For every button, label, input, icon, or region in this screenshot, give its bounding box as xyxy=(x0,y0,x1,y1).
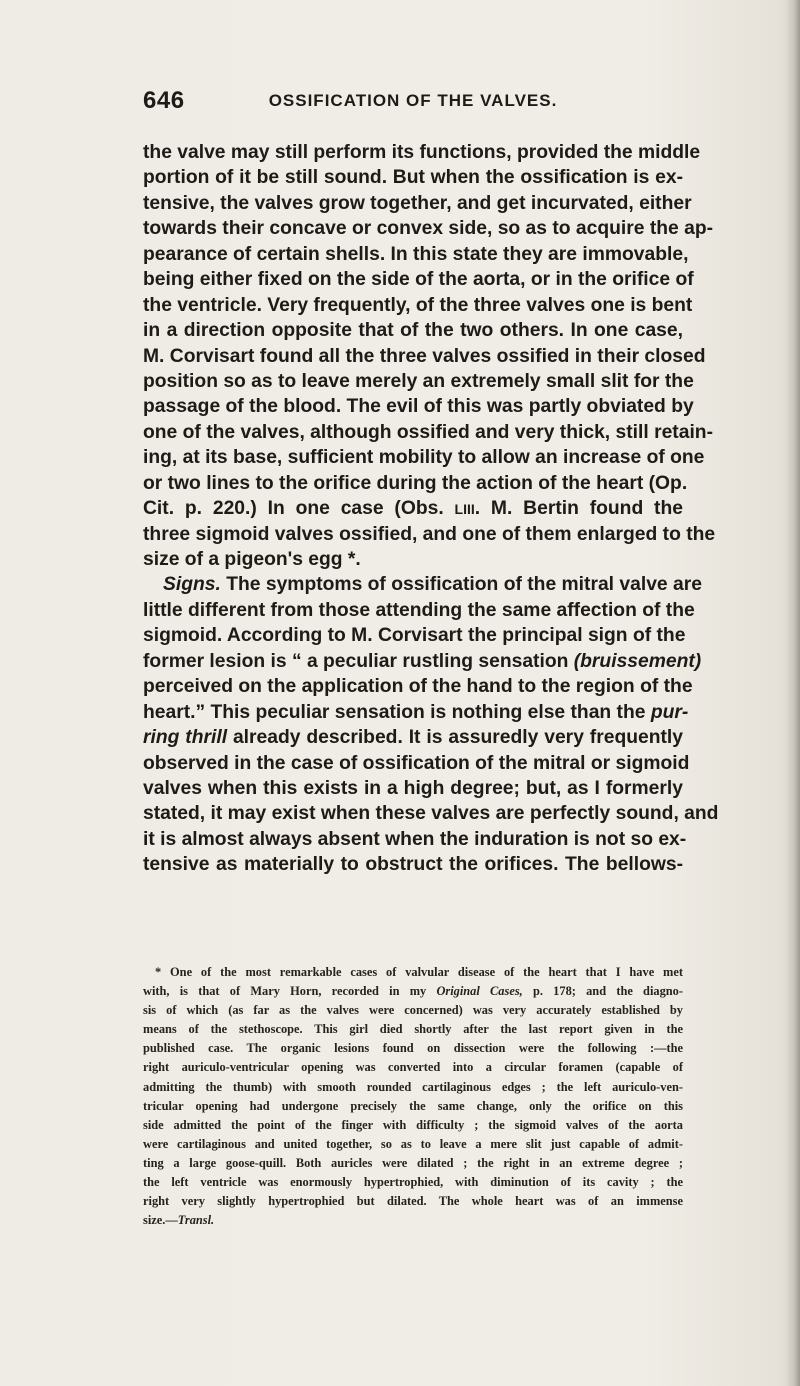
footnote-line: tricular opening had undergone precisely the same change, only the orifice on this xyxy=(143,1098,683,1113)
body-line: size of a pigeon's egg *. xyxy=(143,549,361,570)
footnote-line: sis of which (as far as the valves were concerned) was very accurately established by xyxy=(143,1003,683,1018)
italic-term: Original Cases, xyxy=(436,984,523,999)
text-span: already described. It is assuredly very frequently xyxy=(227,727,683,749)
body-line xyxy=(143,496,683,521)
running-title: OSSIFICATION OF THE VALVES. xyxy=(268,91,558,110)
footnote-line: were cartilaginous and united together, so as to leave a mere slit just capable of admit- xyxy=(143,1136,683,1151)
footnote-line: right very slightly hypertrophied but dilated. The whole heart was of an immense xyxy=(143,1194,683,1209)
body-line: the valve may still perform its functions, provided the middle xyxy=(143,142,701,163)
body-line: perceived on the application of the hand to the region of the xyxy=(143,676,693,698)
footnote-line: published case. The organic lesions found on dissection were the following :—the xyxy=(143,1041,683,1056)
roman-numeral: liii. xyxy=(454,498,481,520)
footnote xyxy=(143,963,683,1230)
text-span: with, is that of Mary Horn, recorded in my xyxy=(143,984,437,999)
body-line: observed in the case of ossification of the mitral or sigmoid xyxy=(143,752,690,774)
text-span: M. Bertin found the xyxy=(480,498,683,520)
body-line: pearance of certain shells. In this state they are immovable, xyxy=(143,243,689,265)
body-line: three sigmoid valves ossified, and one of them enlarged to the xyxy=(143,523,716,545)
body-line: tensive as materially to obstruct the orifices. The bellows- xyxy=(143,854,683,876)
body-line: passage of the blood. The evil of this was partly obviated by xyxy=(143,396,694,418)
body-line: valves when this exists in a high degree; but, as I formerly xyxy=(143,777,683,799)
signs-heading: Signs. xyxy=(163,574,221,596)
text-span: size.— xyxy=(143,1213,178,1228)
italic-term: ring thrill xyxy=(143,727,228,749)
footnote-line: ting a large goose-quill. Both auricles were dilated ; the right in an extreme degree ; xyxy=(143,1155,683,1170)
footnote-line: admitting the thumb) with smooth rounded cartilaginous edges ; the left auriculo-ven- xyxy=(143,1079,683,1094)
body-line: M. Corvisart found all the three valves ossified in their closed xyxy=(143,345,706,367)
body-line: being either fixed on the side of the aorta, or in the orifice of xyxy=(143,269,694,291)
footnote-line xyxy=(143,982,683,1001)
body-line: the ventricle. Very frequently, of the three valves one is bent xyxy=(143,294,693,316)
body-line: or two lines to the orifice during the action of the heart (Op. xyxy=(143,472,688,494)
page-number: 646 xyxy=(143,87,185,114)
text-span: p. 178; and the diagno- xyxy=(522,984,683,999)
text-span: heart.” This peculiar sensation is nothing else than the xyxy=(143,701,651,723)
body-line xyxy=(143,725,683,750)
body-line: towards their concave or convex side, so as to acquire the ap- xyxy=(143,218,714,240)
text-span: The symptoms of ossification of the mitral valve are xyxy=(220,574,702,596)
body-line: in a direction opposite that of the two others. In one case, xyxy=(143,320,683,342)
footnote-line: means of the stethoscope. This girl died shortly after the last report given in the xyxy=(143,1022,683,1037)
italic-term: (bruissement) xyxy=(573,650,702,672)
page-edge-shadow xyxy=(786,0,800,1386)
body-line: little different from those attending the same affection of the xyxy=(143,599,695,621)
body-line: position so as to leave merely an extremely small slit for the xyxy=(143,370,694,392)
italic-term: pur- xyxy=(650,701,689,723)
body-line: portion of it be still sound. But when the ossification is ex- xyxy=(143,167,683,189)
body-line: ing, at its base, sufficient mobility to allow an increase of one xyxy=(143,447,705,469)
body-line: stated, it may exist when these valves are perfectly sound, and xyxy=(143,803,719,825)
translator-note: Transl. xyxy=(177,1213,215,1228)
body-text xyxy=(143,140,719,878)
footnote-line xyxy=(143,1211,683,1230)
body-line: one of the valves, although ossified and very thick, still retain- xyxy=(143,421,714,443)
body-line xyxy=(143,700,689,725)
body-line xyxy=(143,649,702,674)
footnote-line: the left ventricle was enormously hypertrophied, with diminution of its cavity ; the xyxy=(143,1175,683,1190)
page-header xyxy=(143,86,683,116)
text-span: former lesion is “ a peculiar rustling sensation xyxy=(143,650,574,672)
footnote-line: * One of the most remarkable cases of valvular disease of the heart that I have met xyxy=(155,965,683,979)
body-line: it is almost always absent when the induration is not so ex- xyxy=(143,828,687,850)
footnote-line: side admitted the point of the finger with difficulty ; the sigmoid valves of the aorta xyxy=(143,1117,683,1132)
body-line: tensive, the valves grow together, and get incurvated, either xyxy=(143,192,692,214)
signs-paragraph-line xyxy=(143,572,702,597)
text-span: Cit. p. 220.) In one case (Obs. xyxy=(143,498,455,520)
body-line: sigmoid. According to M. Corvisart the principal sign of the xyxy=(143,625,686,647)
footnote-line: right auriculo-ventricular opening was converted into a circular foramen (capable of xyxy=(143,1060,683,1075)
